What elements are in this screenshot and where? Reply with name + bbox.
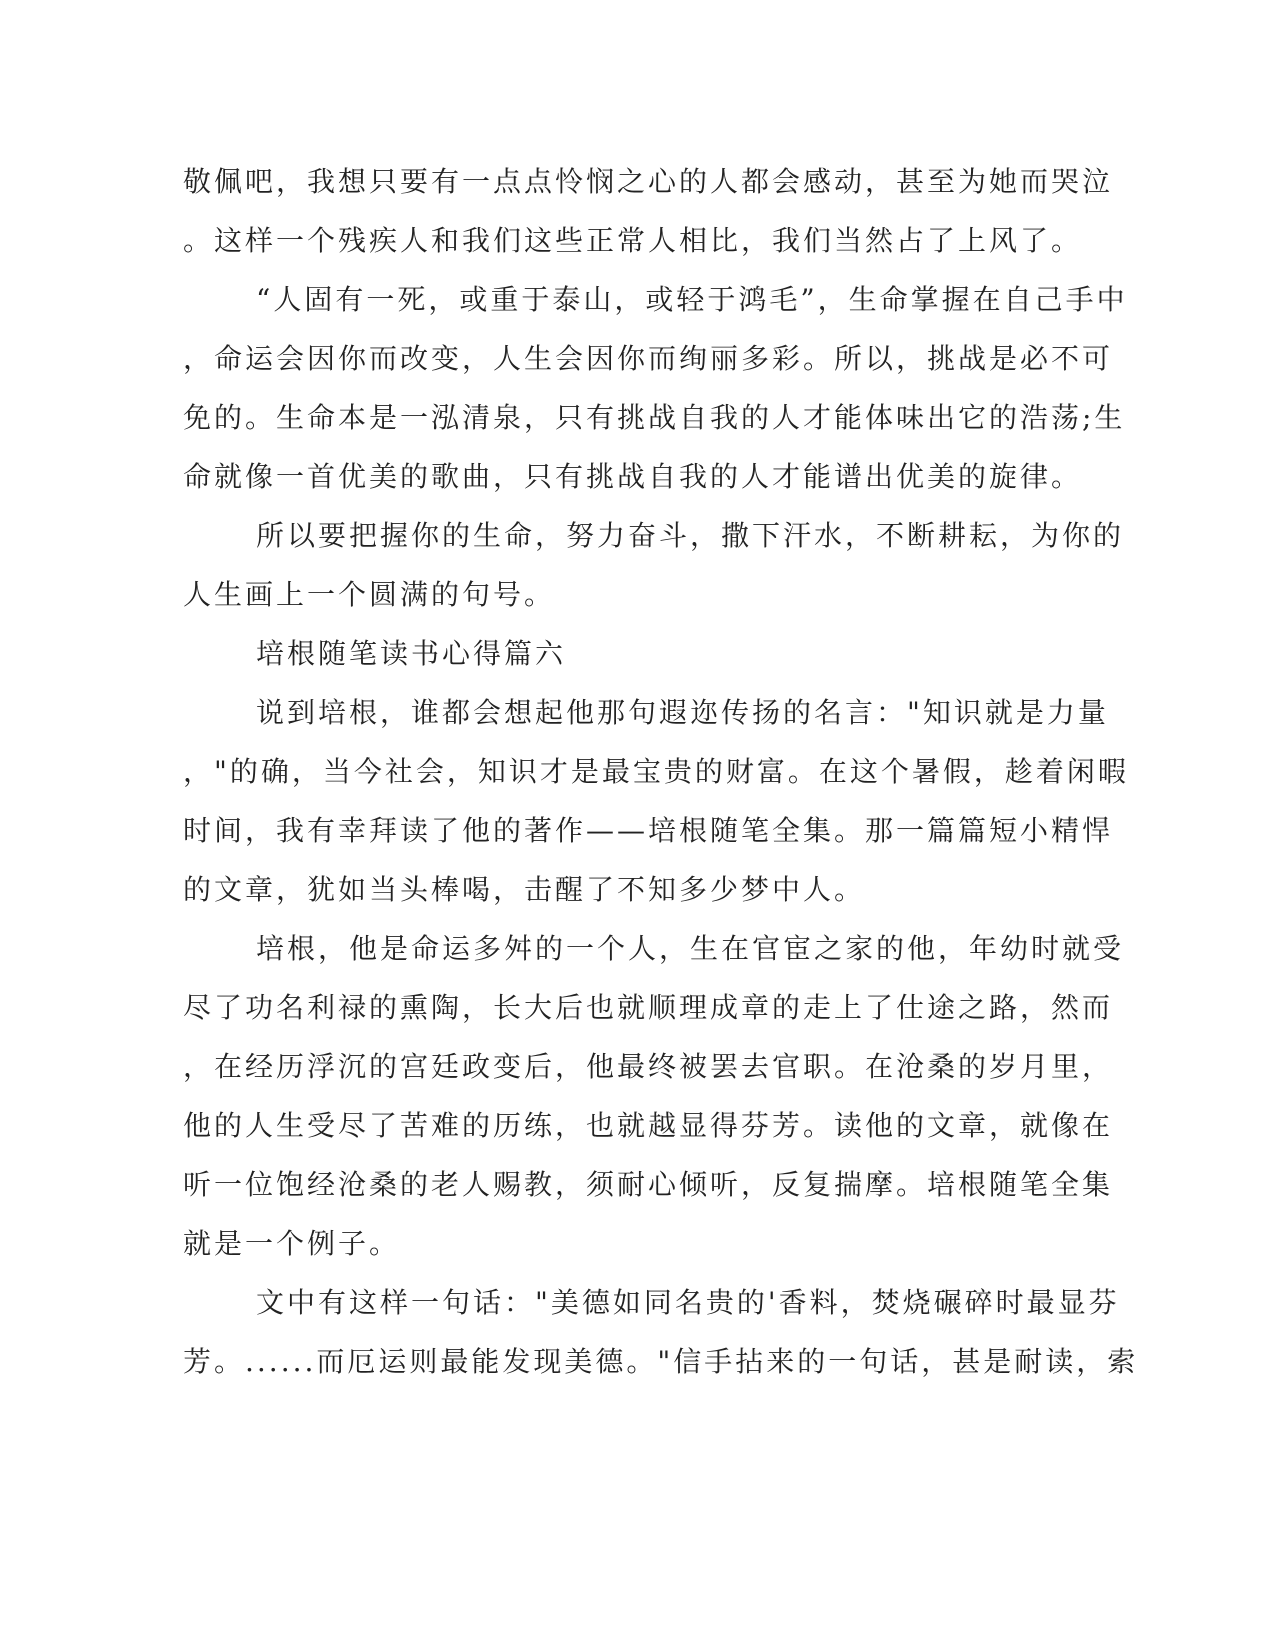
text-line: 说到培根，谁都会想起他那句遐迩传扬的名言："知识就是力量 [256, 696, 1109, 729]
text-line: 就是一个例子。 [183, 1227, 401, 1260]
text-line: 培根，他是命运多舛的一个人，生在官宦之家的他，年幼时就受 [256, 932, 1125, 965]
text-line: 他的人生受尽了苦难的历练，也就越显得芬芳。读他的文章，就像在 [183, 1109, 1114, 1142]
text-line: 免的。生命本是一泓清泉，只有挑战自我的人才能体味出它的浩荡;生 [183, 401, 1126, 434]
text-line: 时间，我有幸拜读了他的著作——培根随笔全集。那一篇篇短小精悍 [183, 814, 1114, 847]
text-line: 敬佩吧，我想只要有一点点怜悯之心的人都会感动，甚至为她而哭泣 [183, 165, 1114, 198]
text-line: 听一位饱经沧桑的老人赐教，须耐心倾听，反复揣摩。培根随笔全集 [183, 1168, 1114, 1201]
text-line: ，在经历浮沉的宫廷政变后，他最终被罢去官职。在沧桑的岁月里， [183, 1050, 1114, 1083]
text-line: 所以要把握你的生命，努力奋斗，撒下汗水，不断耕耘，为你的 [256, 519, 1125, 552]
text-line: 文中有这样一句话："美德如同名贵的'香料，焚烧碾碎时最显芬 [256, 1286, 1120, 1319]
text-line: ，"的确，当今社会，知识才是最宝贵的财富。在这个暑假，趁着闲暇 [183, 755, 1129, 788]
text-line: ，命运会因你而改变，人生会因你而绚丽多彩。所以，挑战是必不可 [183, 342, 1114, 375]
text-line: 。这样一个残疾人和我们这些正常人相比，我们当然占了上风了。 [183, 224, 1083, 257]
section-heading: 培根随笔读书心得篇六 [256, 637, 567, 670]
text-line: 命就像一首优美的歌曲，只有挑战自我的人才能谱出优美的旋律。 [183, 460, 1083, 493]
text-line: 尽了功名利禄的熏陶，长大后也就顺理成章的走上了仕途之路，然而 [183, 991, 1114, 1024]
text-line: 的文章，犹如当头棒喝，击醒了不知多少梦中人。 [183, 873, 866, 906]
text-line: “人固有一死，或重于泰山，或轻于鸿毛”，生命掌握在自己手中 [256, 283, 1128, 316]
text-line: 芳。......而厄运则最能发现美德。"信手拈来的一句话，甚是耐读，索 [183, 1345, 1139, 1378]
text-line: 人生画上一个圆满的句号。 [183, 578, 556, 611]
